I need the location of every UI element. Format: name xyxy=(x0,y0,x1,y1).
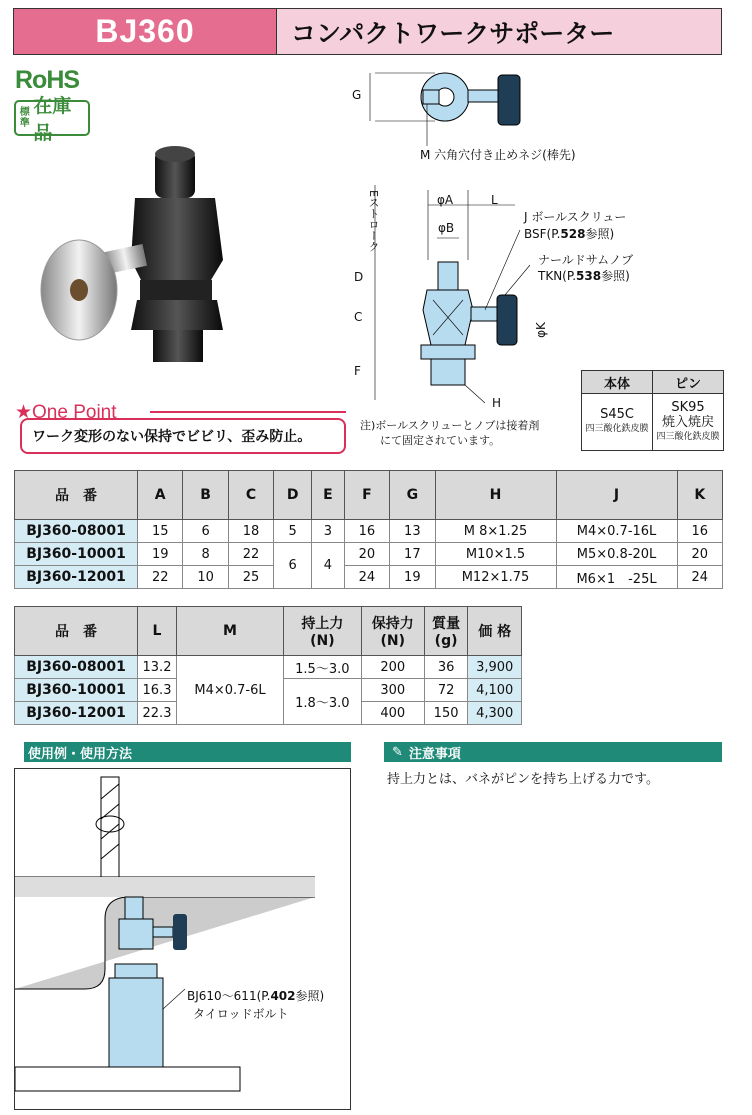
dim-label-g: G xyxy=(352,88,362,102)
caution-section-header: ✎ 注意事項 xyxy=(384,742,722,762)
material-pin: SK95 焼入焼戻 四三酸化鉄皮膜 xyxy=(653,394,724,451)
pencil-icon: ✎ xyxy=(392,744,403,760)
col-header-a: A xyxy=(138,471,183,520)
material-table xyxy=(581,370,724,451)
col-header-k: K xyxy=(677,471,722,520)
col-header-price: 価 格 xyxy=(468,607,522,656)
caution-text: 持上力とは、バネがピンを持ち上げる力です。 xyxy=(387,772,659,787)
col-header-g: G xyxy=(390,471,435,520)
dim-label-f: F xyxy=(354,364,361,378)
page-header xyxy=(13,8,722,55)
one-point-box: ワーク変形のない保持でビビリ、歪み防止。 xyxy=(20,418,346,454)
col-header-mass: 質量 (g) xyxy=(424,607,468,656)
usage-ref-label: BJ610～611(P.402参照) xyxy=(187,989,325,1003)
col-header-m: M xyxy=(177,607,284,656)
col-header-f: F xyxy=(344,471,389,520)
material-body: S45C 四三酸化鉄皮膜 xyxy=(582,394,653,451)
product-code: BJ360 xyxy=(14,9,277,54)
stock-badge-label: 在庫品 xyxy=(33,95,72,144)
dim-label-j1: J ボールスクリュー xyxy=(524,210,627,224)
dim-label-m: M 六角穴付き止めネジ(棒先) xyxy=(420,148,576,162)
product-photo xyxy=(35,140,235,380)
dim-label-phib: φB xyxy=(438,221,455,235)
usage-illustration xyxy=(14,768,351,1110)
table-row: BJ360-12001 22.3 400 150 4,300 xyxy=(15,702,522,725)
dim-label-stroke: Eストローク xyxy=(367,190,380,252)
table-row: BJ360-08001 13.2 M4×0.7-6L 1.5～3.0 200 36 3,900 xyxy=(15,656,522,679)
stock-badge-small: 標準 xyxy=(19,107,30,129)
col-header-pn2: 品 番 xyxy=(15,607,138,656)
table-row: BJ360-10001 19 8 22 6 4 20 17 M10×1.5 M5×0.8-20L 20 xyxy=(15,543,723,566)
one-point-rule xyxy=(150,411,346,413)
one-point-title: ★One Point xyxy=(15,401,121,424)
col-header-j: J xyxy=(556,471,677,520)
col-header-h: H xyxy=(435,471,556,520)
usage-tie-label: タイロッドボルト xyxy=(193,1007,289,1021)
col-header-pn: 品 番 xyxy=(15,471,138,520)
dim-label-phik: φK xyxy=(533,322,548,338)
performance-table xyxy=(14,606,522,725)
table-row: BJ360-10001 16.3 1.8～3.0 300 72 4,100 xyxy=(15,679,522,702)
dim-label-knob2: TKN(P.538参照) xyxy=(538,269,630,283)
dim-label-knob1: ナールドサムノブ xyxy=(538,253,634,267)
col-header-c: C xyxy=(228,471,273,520)
col-header-hold: 保持力 (N) xyxy=(361,607,424,656)
dim-label-d: D xyxy=(354,270,364,284)
dim-label-j2: BSF(P.528参照) xyxy=(524,227,615,241)
dim-label-phia: φA xyxy=(437,193,454,207)
dim-label-c: C xyxy=(354,310,363,324)
table-row: BJ360-12001 22 10 25 24 19 M12×1.75 M6×1 -25L 24 xyxy=(15,566,723,589)
col-header-l: L xyxy=(138,607,177,656)
stock-badge xyxy=(14,95,90,144)
material-header-body: 本体 xyxy=(582,371,653,394)
col-header-b: B xyxy=(183,471,228,520)
usage-section-header: 使用例・使用方法 xyxy=(14,742,351,762)
adhesive-note: 注)ボールスクリューとノブは接着剤 にて固定されています。 xyxy=(360,419,540,447)
col-header-e: E xyxy=(312,471,345,520)
rohs-badge: RoHS xyxy=(15,66,80,94)
table-row: BJ360-08001 15 6 18 5 3 16 13 M 8×1.25 M4×0.7-16L 16 xyxy=(15,520,723,543)
dim-label-h: H xyxy=(492,396,502,410)
col-header-d: D xyxy=(274,471,312,520)
dim-label-l: L xyxy=(491,193,498,207)
dimension-table xyxy=(14,470,723,589)
col-header-lift: 持上力 (N) xyxy=(284,607,362,656)
product-title: コンパクトワークサポーター xyxy=(291,18,615,48)
material-header-pin: ピン xyxy=(653,371,724,394)
